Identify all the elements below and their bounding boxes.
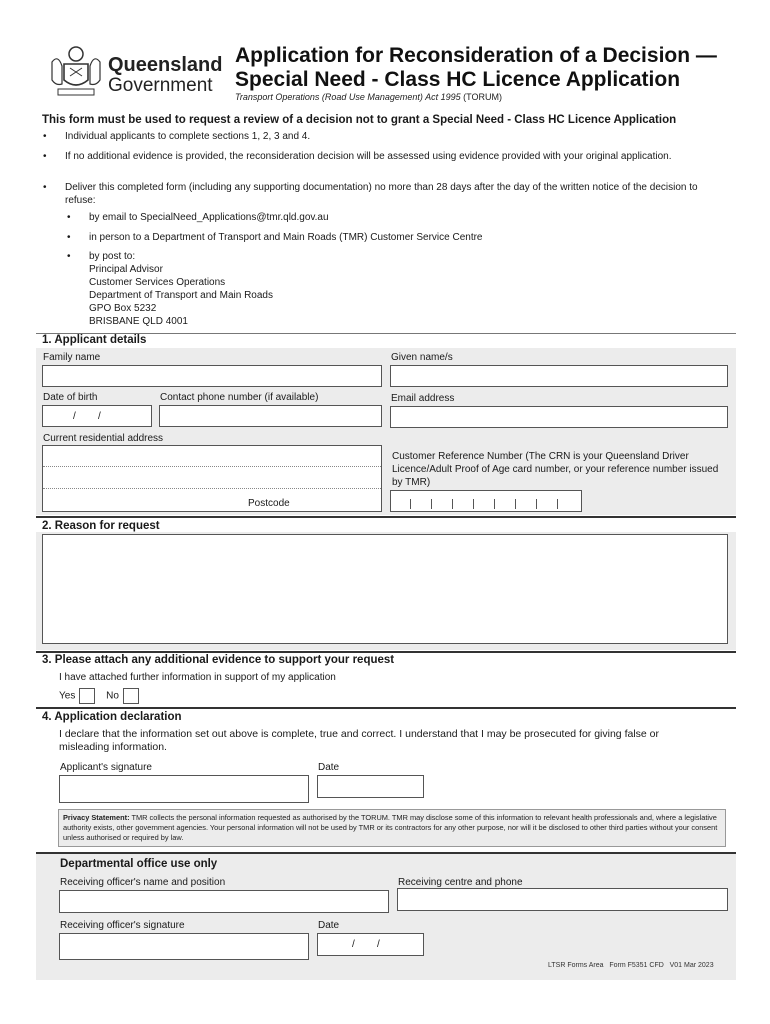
yes-label: Yes: [59, 690, 76, 702]
phone-label: Contact phone number (if available): [160, 392, 319, 403]
government-logo: [46, 42, 106, 98]
intro-bullet-3: • Deliver this completed form (including any supporting documentation) no more than 28 days after the day of the written notice of the decision to refuse:: [65, 181, 725, 207]
address-input[interactable]: [42, 445, 382, 512]
given-names-label: Given name/s: [391, 352, 453, 363]
section-2-heading: 2. Reason for request: [42, 520, 160, 532]
dob-input[interactable]: [42, 405, 152, 427]
office-date-separators: / /: [352, 939, 380, 950]
post-line-3: Customer Services Operations: [89, 277, 226, 288]
section-4-heading: 4. Application declaration: [42, 711, 182, 723]
address-divider-2: [43, 488, 381, 489]
officer-name-input[interactable]: [59, 890, 389, 913]
dob-label: Date of birth: [43, 392, 98, 403]
act-reference: [235, 92, 502, 102]
post-line-2: Principal Advisor: [89, 264, 163, 275]
dob-separators: / /: [73, 411, 101, 422]
post-line-1: • by post to:: [89, 251, 136, 262]
privacy-statement: [58, 809, 726, 847]
privacy-text: TMR collects the personal information requested as authorised by the TORUM. TMR may disclose some of this information to relevant health professionals and, where a legislative authority exists, other government agencies. Your personal information will not be used by TMR or its contractors for any other purpose, nor will it be disclosed to other third parties without your consent unless authorised or required by law.: [63, 813, 718, 842]
section-3-rule: [36, 651, 736, 653]
section-2-rule: [36, 516, 736, 518]
intro-sub-in-person: • in person to a Department of Transport and Main Roads (TMR) Customer Service Centre: [89, 231, 483, 244]
office-heading: Departmental office use only: [60, 858, 218, 870]
act-suffix: (TORUM): [463, 92, 502, 102]
postcode-label: Postcode: [248, 498, 290, 509]
office-rule: [36, 852, 736, 854]
office-panel: [36, 852, 736, 980]
section-1-heading: 1. Applicant details: [42, 334, 147, 346]
receiving-centre-label: Receiving centre and phone: [398, 877, 523, 888]
applicant-date-input[interactable]: [317, 775, 424, 798]
email-label: Email address: [391, 393, 455, 404]
intro-heading: This form must be used to request a review of a decision not to grant a Special Need - Class HC Licence Application: [42, 114, 677, 126]
crn-cell-dividers: [391, 499, 581, 509]
reason-textarea[interactable]: [42, 534, 728, 644]
act-name: Transport Operations (Road Use Management) Act 1995: [235, 92, 461, 102]
family-name-input[interactable]: [42, 365, 382, 387]
section-4-rule: [36, 707, 736, 709]
privacy-label: Privacy Statement:: [63, 813, 130, 822]
office-date-label: Date: [318, 920, 340, 931]
no-label: No: [106, 690, 119, 702]
applicant-signature-input[interactable]: [59, 775, 309, 803]
email-input[interactable]: [390, 406, 728, 428]
logo-text-government: Government: [108, 75, 213, 96]
intro-bullet-2: • If no additional evidence is provided, the reconsideration decision will be assessed using evidence provided with your original application.: [65, 150, 705, 163]
no-checkbox[interactable]: [123, 688, 139, 704]
form-title-line2: Special Need - Class HC Licence Application: [235, 68, 681, 91]
declaration-text: I declare that the information set out above is complete, true and correct. I understand that I may be prosecuted for giving false or misleading information.: [59, 728, 659, 753]
officer-name-label: Receiving officer's name and position: [60, 877, 226, 888]
form-title-line1: Application for Reconsideration of a Decision —: [235, 44, 717, 67]
address-divider-1: [43, 466, 381, 467]
form-footer: LTSR Forms Area Form F5351 CFD V01 Mar 2023: [548, 962, 714, 969]
crn-label: Customer Reference Number (The CRN is your Queensland Driver Licence/Adult Proof of Age card number, or your reference number issued by TMR): [392, 451, 719, 488]
applicant-signature-label: Applicant's signature: [60, 762, 152, 773]
officer-signature-input[interactable]: [59, 933, 309, 960]
officer-signature-label: Receiving officer's signature: [60, 920, 185, 931]
post-line-6: BRISBANE QLD 4001: [89, 316, 188, 327]
section-3-heading: 3. Please attach any additional evidence to support your request: [42, 654, 395, 666]
intro-bullet-1: • Individual applicants to complete sections 1, 2, 3 and 4.: [65, 130, 715, 143]
address-label: Current residential address: [43, 433, 164, 444]
post-line-5: GPO Box 5232: [89, 303, 157, 314]
evidence-text: I have attached further information in support of my application: [59, 672, 336, 683]
applicant-date-label: Date: [318, 762, 340, 773]
family-name-label: Family name: [43, 352, 101, 363]
evidence-options: [59, 688, 147, 704]
post-line-4: Department of Transport and Main Roads: [89, 290, 273, 301]
logo-text-queensland: Queensland: [108, 54, 223, 76]
phone-input[interactable]: [159, 405, 382, 427]
intro-sub-email: • by email to SpecialNeed_Applications@tmr.qld.gov.au: [89, 211, 329, 224]
intro-sub-post: [89, 250, 273, 328]
office-date-input[interactable]: [317, 933, 424, 956]
receiving-centre-input[interactable]: [397, 888, 728, 911]
given-names-input[interactable]: [390, 365, 728, 387]
yes-checkbox[interactable]: [79, 688, 95, 704]
crn-input[interactable]: [390, 490, 582, 512]
